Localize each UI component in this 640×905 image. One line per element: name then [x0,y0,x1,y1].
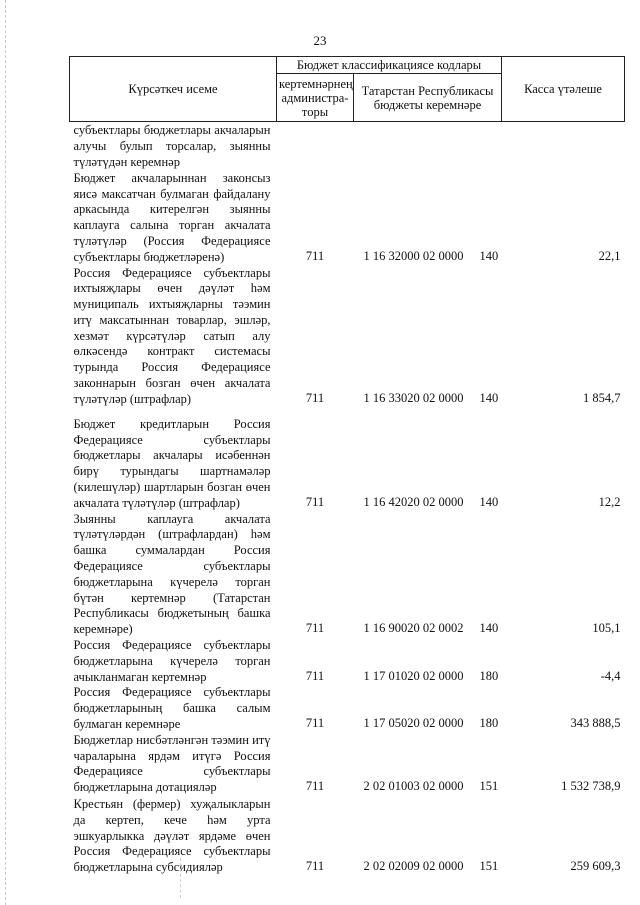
row-budget-code: 1 17 01020 02 0000 [363,668,464,683]
row-subtype-code: 180 [479,716,499,731]
row-name: Бюджет акчаларыннан законсыз яисә максатчан булмаган файдалану аркасында китерелгән зыянны каплауга салына торган акчалата түләтүләр (Россия Федерациясе субъектлары бюджетләренә) [73,170,271,264]
row-admin-code: 711 [305,248,325,263]
row-budget-code [354,122,472,171]
row-name: субъектлары бюджетлары акчаларын алучы булып торсалар, зыянны түләтүдән керемнәр [73,123,271,169]
row-admin-code: 711 [305,494,325,509]
table-header [70,57,625,122]
header-tatarstan-budget-revenues: Татарстан Республикасы бюджеты керемнәре [354,74,502,122]
left-margin-line [5,0,7,905]
row-name: Зыянны каплауга акчалата түләтүләрдән (штрафлардан) һәм башка суммалардан Россия Федерациясе субъектлары бюджетларына күчерелә торган бүтән кертемнәр (Татарстан Республикасы бюджетының башка керемнәре) [73,511,271,637]
row-name: Бюджет кредитларын Россия Федерациясе субъектлары бюджетлары акчалары исәбеннән бирү турындагы шартнамәләр (килешүләр) шартларын бозган өчен акчалата түләтүләр (штрафлар) [73,416,271,510]
budget-table [69,56,625,876]
row-subtype-code: 140 [479,621,499,636]
row-subtype-code: 140 [479,390,499,405]
header-indicator-name: Күрсәткеч исеме [70,57,277,122]
table-row [70,171,625,266]
table-row [70,638,625,685]
row-admin-code: 711 [305,390,325,405]
row-amount: 343 888,5 [570,716,621,731]
row-admin-code [277,122,354,171]
table-row [70,266,625,408]
row-amount: 105,1 [592,621,621,636]
row-admin-code: 711 [305,668,325,683]
table-row [70,733,625,796]
header-cash-execution: Касса үтәлеше [502,57,625,122]
row-subtype-code: 151 [479,859,499,874]
header-chief-administrator: кертемнәрнең администра-торы [277,74,354,122]
row-admin-code: 711 [305,779,325,794]
row-amount: 1 532 738,9 [561,779,621,794]
row-admin-code: 711 [305,859,325,874]
header-budget-codes: Бюджет классификациясе кодлары [277,57,502,74]
row-budget-code: 1 16 33020 02 0000 [363,390,464,405]
row-amount: 1 854,7 [583,390,621,405]
table-row [70,685,625,732]
row-subtype-code [472,122,502,171]
row-admin-code: 711 [305,716,325,731]
table-row [70,408,625,512]
row-name: Россия Федерациясе субъектлары бюджетларының башка салым булмаган керемнәре [73,685,271,732]
row-subtype-code: 151 [479,779,499,794]
table-body [70,122,625,877]
row-subtype-code: 180 [479,668,499,683]
row-amount: 22,1 [598,248,621,263]
table-row [70,796,625,876]
row-name: Крестьян (фермер) хуҗалыкларын да кертеп, кече һәм урта эшкуарлыкка дәүләт ярдәме өчен Россия Федерациясе субъектлары бюджетларына субсидияләр [73,797,271,875]
row-budget-code: 1 16 32000 02 0000 [363,248,464,263]
row-budget-code: 1 17 05020 02 0000 [363,716,464,731]
row-amount [502,122,625,171]
row-budget-code: 2 02 02009 02 0000 [363,859,464,874]
table-row [70,512,625,638]
row-name: Россия Федерациясе субъектлары бюджетларына күчерелә торган ачыкланмаган кертемнәр [73,638,271,684]
table-row [70,122,625,171]
row-budget-code: 1 16 90020 02 0002 [363,621,464,636]
row-admin-code: 711 [305,621,325,636]
row-subtype-code: 140 [479,494,499,509]
row-name: Россия Федерациясе субъектлары ихтыяҗлары өчен дәүләт һәм муниципаль ихтыяҗларны тәэмин итү максатыннан товарлар, эшләр, хезмәт күрсәтүләр сатып алу өлкәсендә контракт системасы турында Россия Федерациясе законнарын бозган өчен акчалата түләтүләр (штрафлар) [73,265,271,406]
row-amount: 12,2 [598,494,621,509]
row-subtype-code: 140 [479,248,499,263]
scan-artifact-line [180,858,183,898]
row-name: Бюджетлар нисбәтләнгән тәэмин итү чараларына ярдәм итүгә Россия Федерациясе субъектлары бюджетларына дотацияләр [73,732,271,795]
row-amount: 259 609,3 [570,859,621,874]
row-budget-code: 2 02 01003 02 0000 [363,779,464,794]
page-number: 23 [313,33,327,48]
row-budget-code: 1 16 42020 02 0000 [363,494,464,509]
row-amount: -4,4 [600,668,621,683]
